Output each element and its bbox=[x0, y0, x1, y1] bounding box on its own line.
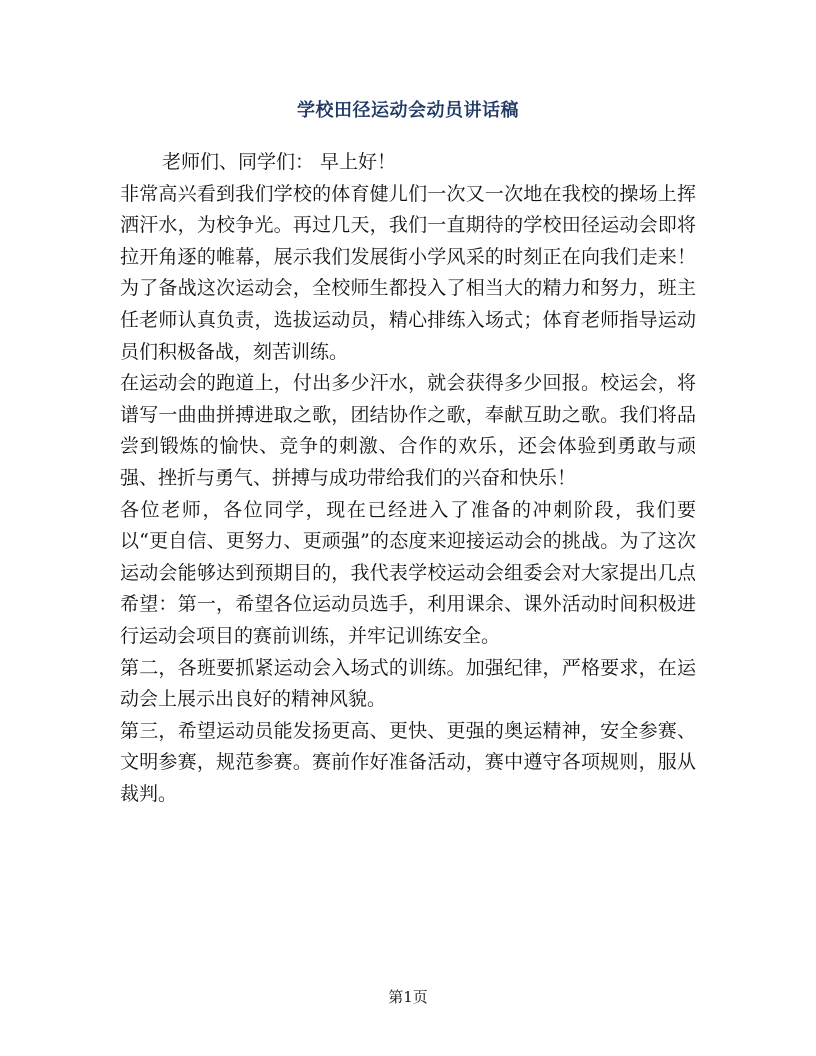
page-number: 第1页 bbox=[388, 988, 428, 1006]
document-body bbox=[120, 147, 696, 810]
paragraph-2: 在运动会的跑道上，付出多少汗水，就会获得多少回报。校运会，将谱写一曲曲拼搏进取之歌，团结协作之歌，奉献互助之歌。我们将品尝到锻炼的愉快、竞争的刺激、合作的欢乐，还会体验到勇敢与顽强、挫折与勇气、拼搏与成功带给我们的兴奋和快乐！ bbox=[120, 372, 696, 489]
paragraph-1: 非常高兴看到我们学校的体育健儿们一次又一次地在我校的操场上挥洒汗水，为校争光。再过几天，我们一直期待的学校田径运动会即将拉开角逐的帷幕，展示我们发展街小学风采的时刻正在向我们走来！为了备战这次运动会，全校师生都投入了相当大的精力和努力，班主任老师认真负责，选拔运动员，精心排练入场式；体育老师指导运动员们积极备战，刻苦训练。 bbox=[120, 182, 696, 363]
paragraph-5: 第三，希望运动员能发扬更高、更快、更强的奥运精神，安全参赛、文明参赛，规范参赛。赛前作好准备活动，赛中遵守各项规则，服从裁判。 bbox=[120, 719, 696, 805]
document-title: 学校田径运动会动员讲话稿 bbox=[297, 100, 519, 121]
greeting-line: 老师们、同学们： 早上好！ bbox=[162, 151, 397, 173]
paragraph-3: 各位老师，各位同学，现在已经进入了准备的冲刺阶段，我们要以“更自信、更努力、更顽强”的态度来迎接运动会的挑战。为了这次运动会能够达到预期目的，我代表学校运动会组委会对大家提出几点希望：第一，希望各位运动员选手，利用课余、课外活动时间积极进行运动会项目的赛前训练，并牢记训练安全。 bbox=[120, 498, 696, 647]
paragraph-4: 第二，各班要抓紧运动会入场式的训练。加强纪律，严格要求，在运动会上展示出良好的精神风貌。 bbox=[120, 656, 696, 711]
